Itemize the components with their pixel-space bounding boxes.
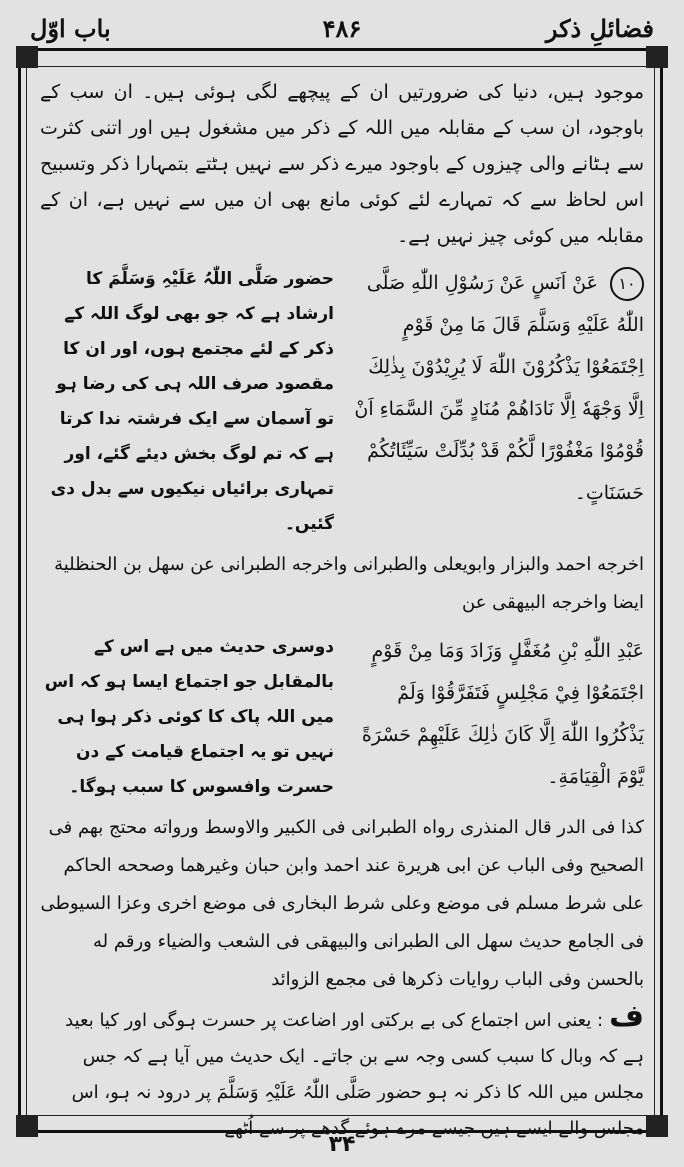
page-content — [40, 74, 644, 1139]
hadith-10-translation: حضور صَلَّی اللّٰہُ عَلَیْہِ وَسَلَّمَ کا ارشاد ہے کہ جو بھی لوگ اللہ کے ذکر کے لئے مجتمع ہوں، اور ان کا مقصود صرف اللہ ہی کی رضا ہو تو آسمان سے ایک فرشتہ ندا کرتا ہے کہ تم لوگ بخش دیئے گئے، اور تمہاری برائیاں نیکیوں سے بدل دی گئیں۔ — [50, 269, 334, 534]
hadith-10-block — [40, 262, 644, 542]
corner-ornament-icon — [646, 46, 668, 68]
corner-ornament-icon — [16, 46, 38, 68]
book-title: فضائلِ ذکر — [545, 14, 654, 43]
fawaid-letter: ف — [609, 999, 644, 1034]
fawaid-text: : یعنی اس اجتماع کی بے برکتی اور اضاعت پر حسرت ہوگی اور کیا بعید ہے کہ وبال کا سبب کسی وجہ سے بن جاتے۔ ایک حدیث میں آیا ہے کہ جس مجلس میں اللہ کا ذکر نہ ہو حضور صَلَّی اللّٰہُ عَلَیْہِ وَسَلَّمَ پر درود نہ ہو، اس مجلس والے ایسے ہیں جیسے مرے ہوئے گدھے پر سے اُٹھے — [65, 1010, 644, 1139]
hadith-number: ١٠ — [610, 267, 644, 301]
chapter-title: باب اوّل — [30, 14, 111, 43]
intro-paragraph: موجود ہیں، دنیا کی ضرورتیں ان کے پیچھے لگی ہوئی ہیں۔ ان سب کے باوجود، ان سب کے مقابلہ میں اللہ کے ذکر میں مشغول ہیں اور اتنی کثرت سے ہٹانے والی چیزوں کے باوجود میرے ذکر سے نہیں ہٹتے بتمہارا ذکر وتسبیح اس لحاظ سے کہ تمہارے لئے کوئی مانع بھی ان میں سے نہیں ہے، ان کے مقابلہ میں کوئی چیز نہیں ہے۔ — [40, 81, 644, 247]
footer-page-number: ۳۴ — [328, 1132, 356, 1157]
takhrij-text: اخرجه احمد والبزار وابويعلى والطبرانى واخرجه الطبرانى عن سهل بن الحنظلية ايضا واخرجه البيهقى عن — [54, 554, 644, 613]
page-header — [30, 14, 654, 48]
sources-text: كذا فى الدر قال المنذرى رواه الطبرانى فى الكبير والاوسط ورواته محتج بهم فى الصحيح وفى الباب عن ابى هريرة عند احمد وابن حبان وغيرهما وصححه الحاكم على شرط مسلم فى موضع وعلى شرط البخارى فى موضع اخرى وعزا السيوطى فى الجامع حديث سهل الى الطبرانى والبيهقى فى الشعب والضياء ورقم له بالحسن وفى الباب روايات ذكرها فى مجمع الزوائد — [40, 817, 644, 990]
hadith-second-arabic: عَبْدِ اللّٰهِ بْنِ مُغَفَّلٍ وَزَادَ وَمَا مِنْ قَوْمٍ اجْتَمَعُوْا فِيْ مَجْلِسٍ فَتَفَرَّقُوْا وَلَمْ يَذْكُرُوا اللّٰهَ اِلَّا كَانَ ذٰلِكَ عَلَيْهِمْ حَسْرَةً يَّوْمَ الْقِيَامَةِ۔ — [361, 640, 644, 788]
hadith-second-block — [40, 630, 644, 805]
hadith-second-translation: دوسری حدیث میں ہے اس کے بالمقابل جو اجتماع ایسا ہو کہ اس میں اللہ پاک کا کوئی ذکر ہوا ہی نہیں تو یہ اجتماع قیامت کے دن حسرت وافسوس کا سبب ہوگا۔ — [44, 637, 334, 797]
hadith-10-arabic — [350, 262, 644, 542]
page-number: ۴۸۶ — [322, 14, 362, 43]
fawaid-paragraph — [40, 999, 644, 1147]
hadith-10-arabic-text: عَنْ اَنَسٍ عَنْ رَسُوْلِ اللّٰهِ صَلَّى اللّٰهُ عَلَيْهِ وَسَلَّمَ قَالَ مَا مِنْ قَوْمٍ اِجْتَمَعُوْا يَذْكُرُوْنَ اللّٰهَ لَا يُرِيْدُوْنَ بِذٰلِكَ اِلَّا وَجْهَهٗ اِلَّا نَادَاهُمْ مُنَادٍ مِّنَ السَّمَاءِ اَنْ قُوْمُوْا مَغْفُوْرًا لَّكُمْ قَدْ بُدِّلَتْ سَيِّئَاتُكُمْ حَسَنَاتٍ۔ — [354, 272, 644, 504]
